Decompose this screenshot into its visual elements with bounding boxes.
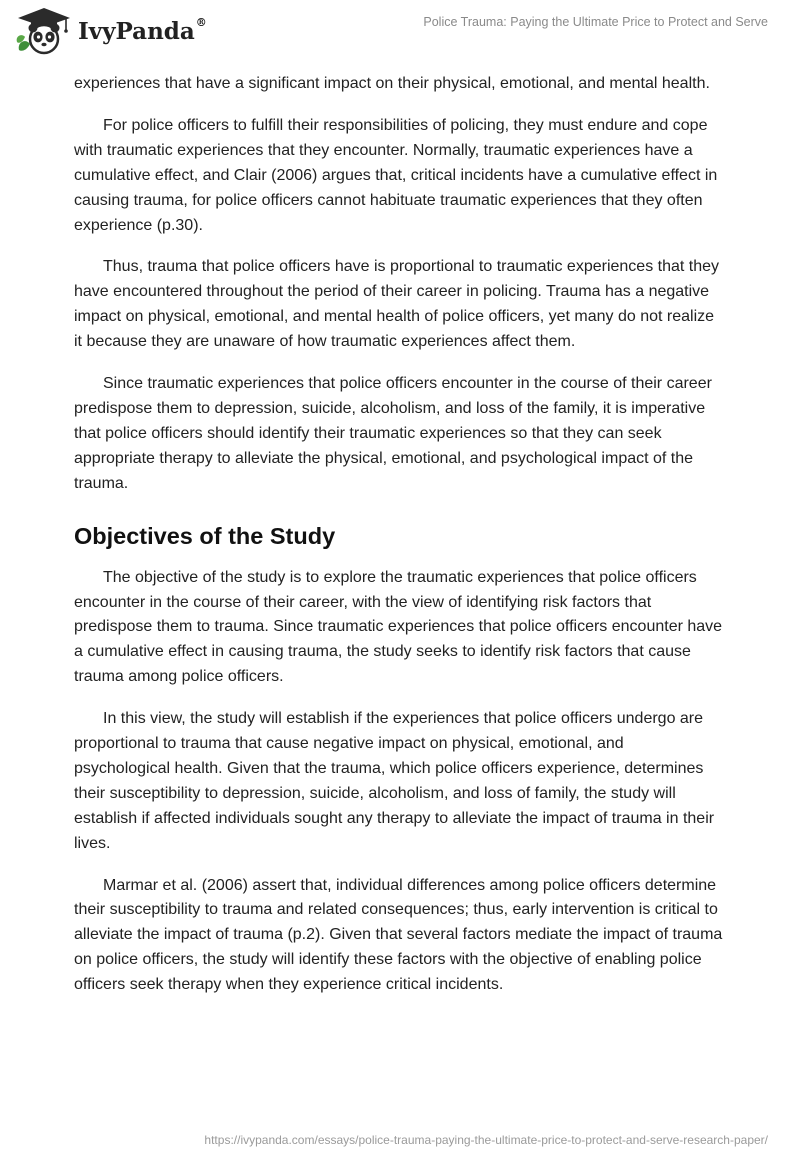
source-url[interactable]: https://ivypanda.com/essays/police-trauma-paying-the-ultimate-price-to-protect-and-serve-research-paper/ (204, 1133, 768, 1147)
panda-graduate-icon (14, 6, 74, 58)
paragraph: Since traumatic experiences that police officers encounter in the course of their career predispose them to depression, suicide, alcoholism, and loss of the family, it is imperative that police officers should identify their traumatic experiences so that they can seek appropriate therapy to alleviate the physical, emotional, and psychological impact of the trauma. (74, 375, 712, 492)
article-body (74, 72, 724, 1015)
paragraph: The objective of the study is to explore the traumatic experiences that police officers encounter in the course of their career, with the view of identifying risk factors that predispose them to trauma. Since traumatic experiences that police officers encounter have a cumulative effect in causing trauma, the study seeks to identify risk factors that cause trauma among police officers. (74, 568, 723, 686)
page-title: Police Trauma: Paying the Ultimate Price to Protect and Serve (423, 15, 768, 29)
paragraph: Thus, trauma that police officers have is proportional to traumatic experiences that they have encountered throughout the period of their career in policing. Trauma has a negative impact on physical, emotional, and mental health of police officers, yet many do not realize it because they are unaware of how traumatic experiences affect them. (74, 258, 720, 351)
page-header (0, 0, 800, 70)
logo-wordmark: IvyPanda® (78, 16, 207, 45)
paragraph: Marmar et al. (2006) assert that, individual differences among police officers determine their susceptibility to trauma and related consequences; thus, early intervention is critical to alleviate the impact of trauma (p.2). Given that several factors mediate the impact of trauma on police officers, the study will identify these factors with the objective of enabling police officers seek therapy when they experience critical incidents. (74, 876, 723, 994)
section-heading: Objectives of the Study (74, 522, 336, 549)
paragraph: For police officers to fulfill their responsibilities of policing, they must endure and cope with traumatic experiences that they encounter. Normally, traumatic experiences have a cumulative effect, and Clair (2006) argues that, critical incidents have a cumulative effect in causing trauma, for police officers cannot habituate traumatic experiences that they often experience (p.30). (74, 116, 718, 234)
ivypanda-logo[interactable] (14, 6, 214, 58)
paragraph-continuation: experiences that have a significant impact on their physical, emotional, and mental health. (74, 75, 710, 92)
paragraph: In this view, the study will establish if the experiences that police officers undergo are proportional to trauma that cause negative impact on physical, emotional, and psychological health. Given that the trauma, which police officers experience, determines their susceptibility to depression, suicide, alcoholism, and loss of family, the study will establish if affected individuals sought any therapy to alleviate the impact of trauma in their lives. (74, 710, 715, 852)
